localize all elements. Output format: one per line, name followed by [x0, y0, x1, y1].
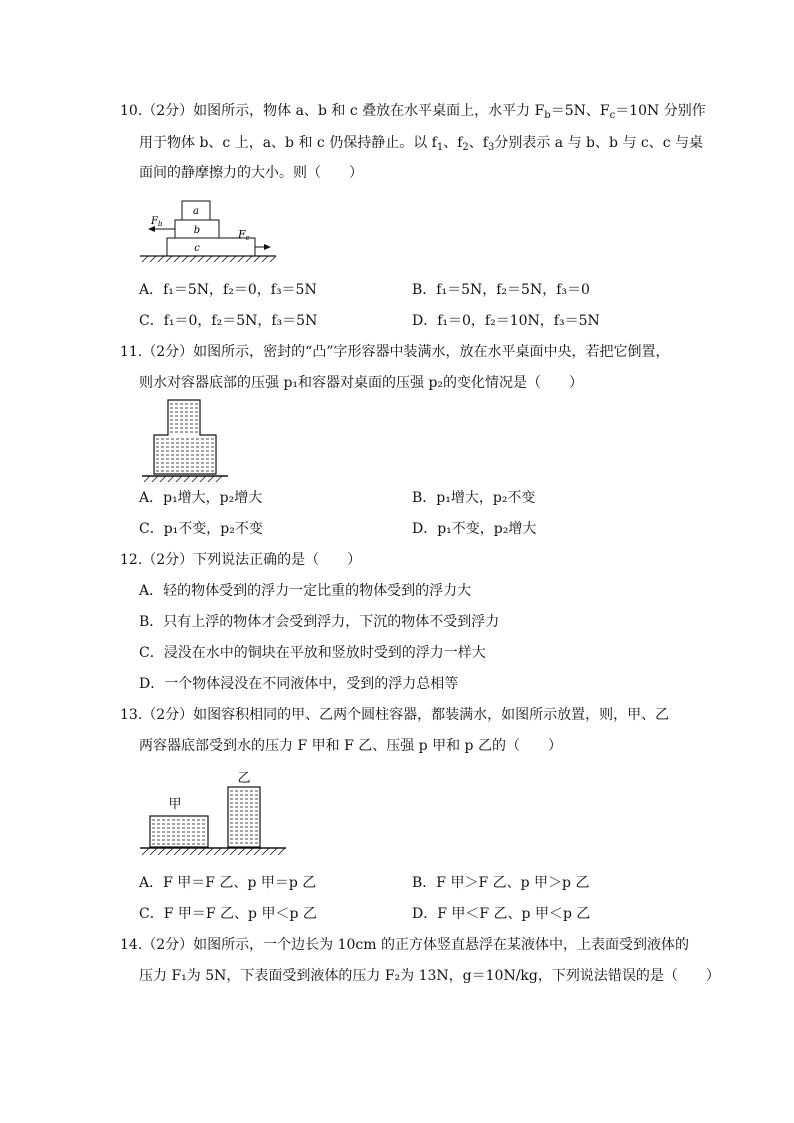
q13-option-d[interactable]: D．F 甲＜F 乙、p 甲＜p 乙 — [412, 906, 591, 922]
q10-option-a[interactable]: A．f₁＝5N，f₂＝0，f₃＝5N — [139, 282, 317, 298]
q11-stem-line1: 11.（2分）如图所示，密封的“凸”字形容器中装满水，放在水平桌面中央，若把它倒置， — [120, 344, 670, 360]
q13-stem-line2: 两容器底部受到水的压力 F 甲和 F 乙、压强 p 甲和 p 乙的（ ） — [139, 738, 562, 754]
q11-option-b[interactable]: B．p₁增大，p₂不变 — [412, 490, 536, 506]
q12-stem-line1: 12.（2分）下列说法正确的是（ ） — [120, 552, 362, 568]
q13-option-c[interactable]: C．F 甲＝F 乙、p 甲＜p 乙 — [139, 906, 317, 922]
q13-stem-line1: 13.（2分）如图容积相同的甲、乙两个圆柱容器，都装满水，如图所示放置，则，甲、乙 — [120, 707, 670, 723]
label-fb: $F_b$ — [151, 216, 163, 228]
label-b: b — [193, 225, 201, 236]
q10-stem-line3: 面间的静摩擦力的大小。则（ ） — [139, 165, 363, 181]
ground-hatching — [142, 256, 276, 262]
q10-option-c[interactable]: C．f₁＝0，f₂＝5N，f₃＝5N — [139, 313, 318, 329]
q14-stem-line2: 压力 F₁为 5N，下表面受到液体的压力 F₂为 13N，g＝10N/kg，下列说法错误的是（ ） — [139, 968, 720, 984]
q10-stacked-blocks-figure — [138, 196, 278, 268]
label-jia: 甲 — [168, 797, 182, 812]
container-yi — [228, 787, 260, 847]
q12-option-c[interactable]: C．浸没在水中的铜块在平放和竖放时受到的浮力一样大 — [139, 645, 486, 661]
ground-hatching — [144, 476, 222, 482]
q12-option-d[interactable]: D．一个物体浸没在不同液体中，受到的浮力总相等 — [139, 676, 459, 692]
ground-hatching — [142, 848, 285, 855]
water-lines-yi — [230, 791, 258, 843]
q10-stem-line1: 10.（2分）如图所示，物体 a、b 和 c 叠放在水平桌面上，水平力 $F_b=5N$、$F_c=10N$ 分别作 — [120, 103, 706, 121]
q10-option-d[interactable]: D．f₁＝0，f₂＝10N，f₃＝5N — [412, 313, 600, 329]
q11-stem-line2: 则水对容器底部的压强 p₁和容器对桌面的压强 p₂的变化情况是（ ） — [139, 375, 584, 391]
q14-stem-line1: 14.（2分）如图所示，一个边长为 10cm 的正方体竖直悬浮在某液体中，上表面受到液体的 — [120, 937, 690, 953]
water-lines-bottom — [156, 439, 214, 471]
q13-two-cylinders-figure — [138, 766, 288, 858]
label-c: c — [194, 243, 200, 254]
q11-option-a[interactable]: A．p₁增大，p₂增大 — [139, 490, 263, 506]
water-lines-top — [170, 404, 198, 432]
force-fc-arrowhead — [264, 244, 271, 250]
q10-stem-line2: 用于物体 b、c 上，a、b 和 c 仍保持静止。以 $f_1$、$f_2$、$f_3$分别表示 a 与 b、b 与 c、c 与桌 — [139, 135, 703, 153]
water-lines-jia — [152, 820, 206, 844]
q11-option-c[interactable]: C．p₁不变，p₂不变 — [139, 521, 263, 537]
q12-option-a[interactable]: A．轻的物体受到的浮力一定比重的物体受到的浮力大 — [139, 583, 472, 599]
q11-convex-container-figure — [140, 398, 240, 482]
q11-option-d[interactable]: D．p₁不变，p₂增大 — [412, 521, 537, 537]
label-fc: Fc — [238, 228, 250, 242]
q13-option-a[interactable]: A．F 甲＝F 乙、p 甲＝p 乙 — [139, 875, 317, 891]
q10-option-b[interactable]: B．f₁＝5N，f₂＝5N，f₃＝0 — [412, 282, 590, 298]
q13-option-b[interactable]: B．F 甲＞F 乙、p 甲＞p 乙 — [412, 875, 590, 891]
label-yi: 乙 — [237, 771, 251, 786]
q12-option-b[interactable]: B．只有上浮的物体才会受到浮力，下沉的物体不受到浮力 — [139, 614, 500, 630]
label-a: a — [193, 206, 199, 217]
container-jia — [150, 816, 208, 847]
